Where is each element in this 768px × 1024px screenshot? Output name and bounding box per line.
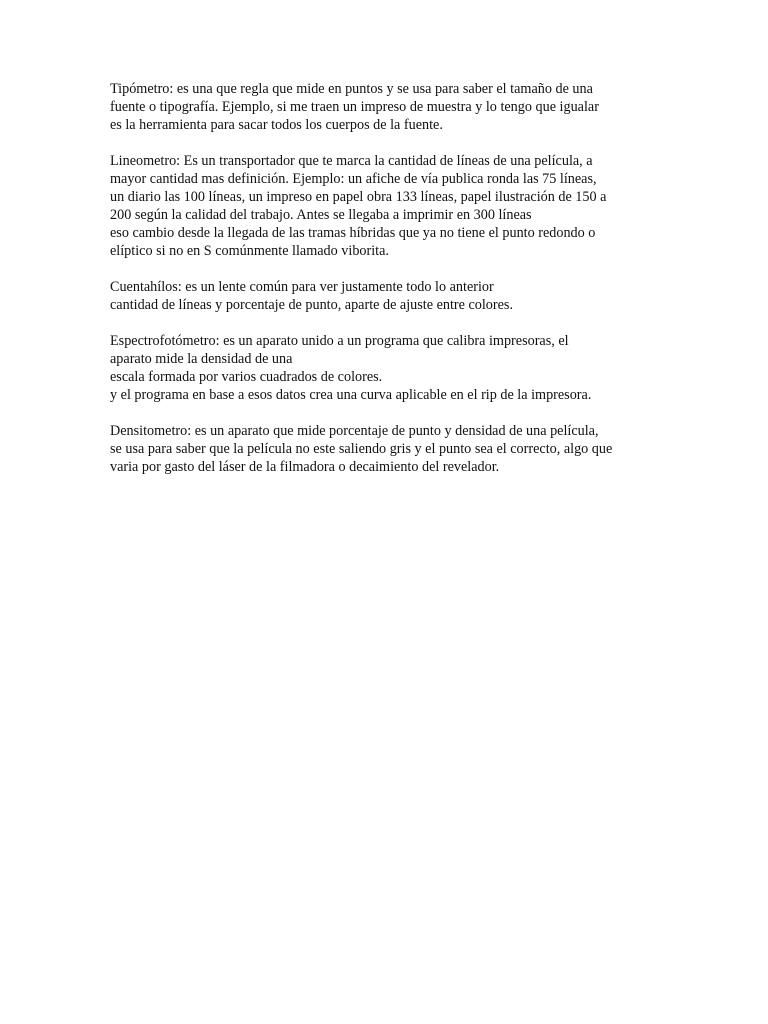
text-line: Lineometro: Es un transportador que te marca la cantidad de líneas de una película, a <box>110 153 593 169</box>
paragraph-densitometro <box>110 422 710 476</box>
text-line: y el programa en base a esos datos crea una curva aplicable en el rip de la impresora. <box>110 387 592 403</box>
text-line: cantidad de líneas y porcentaje de punto, aparte de ajuste entre colores. <box>110 297 513 313</box>
text-line: elíptico si no en S comúnmente llamado viborita. <box>110 243 389 259</box>
text-line: Cuentahílos: es un lente común para ver justamente todo lo anterior <box>110 279 494 295</box>
text-line: 200 según la calidad del trabajo. Antes se llegaba a imprimir en 300 líneas <box>110 207 532 223</box>
text-line: fuente o tipografía. Ejemplo, si me traen un impreso de muestra y lo tengo que igualar <box>110 99 599 115</box>
text-line: Densitometro: es un aparato que mide porcentaje de punto y densidad de una película, <box>110 423 599 439</box>
paragraph-tipometro <box>110 80 710 134</box>
text-line: un diario las 100 líneas, un impreso en papel obra 133 líneas, papel ilustración de 150 a <box>110 189 607 205</box>
text-line: Espectrofotómetro: es un aparato unido a un programa que calibra impresoras, el <box>110 333 569 349</box>
paragraph-lineometro <box>110 152 710 260</box>
paragraph-cuentahilos <box>110 278 710 314</box>
text-line: mayor cantidad mas definición. Ejemplo: un afiche de vía publica ronda las 75 líneas, <box>110 171 597 187</box>
text-line: eso cambio desde la llegada de las tramas híbridas que ya no tiene el punto redondo o <box>110 225 596 241</box>
text-line: escala formada por varios cuadrados de colores. <box>110 369 383 385</box>
document-body <box>110 80 710 494</box>
text-line: se usa para saber que la película no este saliendo gris y el punto sea el correcto, algo que <box>110 441 613 457</box>
text-line: aparato mide la densidad de una <box>110 351 293 367</box>
text-line: Tipómetro: es una que regla que mide en puntos y se usa para saber el tamaño de una <box>110 81 593 97</box>
text-line: es la herramienta para sacar todos los cuerpos de la fuente. <box>110 117 443 133</box>
paragraph-espectrofotometro <box>110 332 710 404</box>
text-line: varia por gasto del láser de la filmadora o decaimiento del revelador. <box>110 459 500 475</box>
